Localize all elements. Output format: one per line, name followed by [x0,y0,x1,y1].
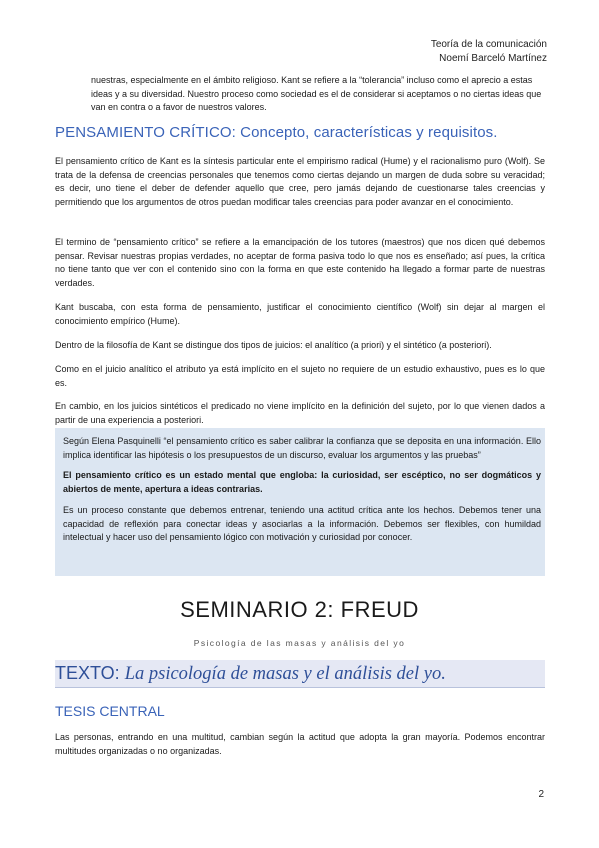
paragraph: En cambio, en los juicios sintéticos el predicado no viene implícito en la definición del sujeto, por lo que vienen dados a partir de una experiencia a posteriori. [55,401,545,425]
section1-body [55,363,545,390]
section1-body [55,236,545,290]
page-number: 2 [538,789,544,800]
paragraph: El termino de “pensamiento crítico” se refiere a la emancipación de los tutores (maestros) que nos dicen qué debemos pensar. Revisar nuestras propias verdades, no aceptar de forma pasiva todo lo que nos es enseñado; así pues, la crítica no tiene tanto que ver con el contenido sino con la forma en que este contenido ha llegado a formar parte de nuestras verdades. [55,237,545,288]
tesis-body [55,731,545,758]
paragraph: El pensamiento crítico de Kant es la síntesis particular ente el empirismo radical (Hume) y el racionalismo puro (Wolf). Se trata de la defensa de creencias personales que tenemos como ciertas dejando un margen de duda sobre su veracidad; es decir, uno tiene el deber de defender aquello que cree, pero jamás dejando de cuestionarse tales creencias y permitiendo que los argumentos de otros puedan modificar tales creencias para poder avanzar en el conocimiento. [55,156,545,207]
texto-label: TEXTO: [55,663,120,683]
bold-statement: El pensamiento crítico es un estado mental que engloba: la curiosidad, ser escéptico, no ser dogmáticos y abiertos de mente, apertura a ideas contrarias. [63,470,541,494]
intro-continuation [91,74,545,115]
paragraph: Las personas, entrando en una multitud, cambian según la actitud que adopta la gran mayoría. Podemos encontrar multitudes organizadas o no organizadas. [55,732,545,756]
section1-body [55,400,545,427]
header-author: Noemí Barceló Martínez [439,53,547,64]
section1-body [55,301,545,328]
texto-banner [55,660,545,688]
process-paragraph: Es un proceso constante que debemos entrenar, teniendo una actitud crítica ante los hechos. Debemos tener una capacidad de reflexión para conectar ideas y asociarlas a la información. Debemos ser flexibles, con humildad intelectual y hacer uso del pensamiento lógico con motivación y curiosidad por conocer. [63,505,541,542]
texto-title: La psicología de masas y el análisis del yo. [124,664,446,684]
paragraph: Como en el juicio analítico el atributo ya está implícito en el sujeto no requiere de un estudio exhaustivo, pues es lo que es. [55,364,545,388]
seminar-title: SEMINARIO 2: FREUD [180,597,419,622]
seminar-subtitle: Psicología de las masas y análisis del yo [193,638,406,648]
intro-paragraph: nuestras, especialmente en el ámbito religioso. Kant se refiere a la “tolerancia” incluso como el aprecio a estas ideas y a su diversidad. Nuestro proceso como sociedad es el de considerar si aceptamos o no ciertas ideas que van en contra o a favor de nuestros valores. [91,75,542,112]
header-course: Teoría de la comunicación [430,39,547,50]
section1-body [55,339,545,353]
paragraph: Dentro de la filosofía de Kant se distingue dos tipos de juicios: el analítico (a priori) y el sintético (a posteriori). [55,340,492,350]
pasquinelli-quote: Según Elena Pasquinelli “el pensamiento crítico es saber calibrar la confianza que se deposita en una información. Ello implica identificar las hipótesis o los presupuestos de un discurso, evaluar los argumentos y las pruebas” [63,436,541,460]
page-header [431,38,547,66]
section-heading-pensamiento-critico: PENSAMIENTO CRÍTICO: Concepto, características y requisitos. [55,124,498,141]
highlight-box [55,428,545,576]
paragraph: Kant buscaba, con esta forma de pensamiento, justificar el conocimiento científico (Wolf) sin dejar al margen el conocimiento empírico (Hume). [55,302,545,326]
tesis-heading: TESIS CENTRAL [55,703,165,719]
section1-body [55,155,545,209]
